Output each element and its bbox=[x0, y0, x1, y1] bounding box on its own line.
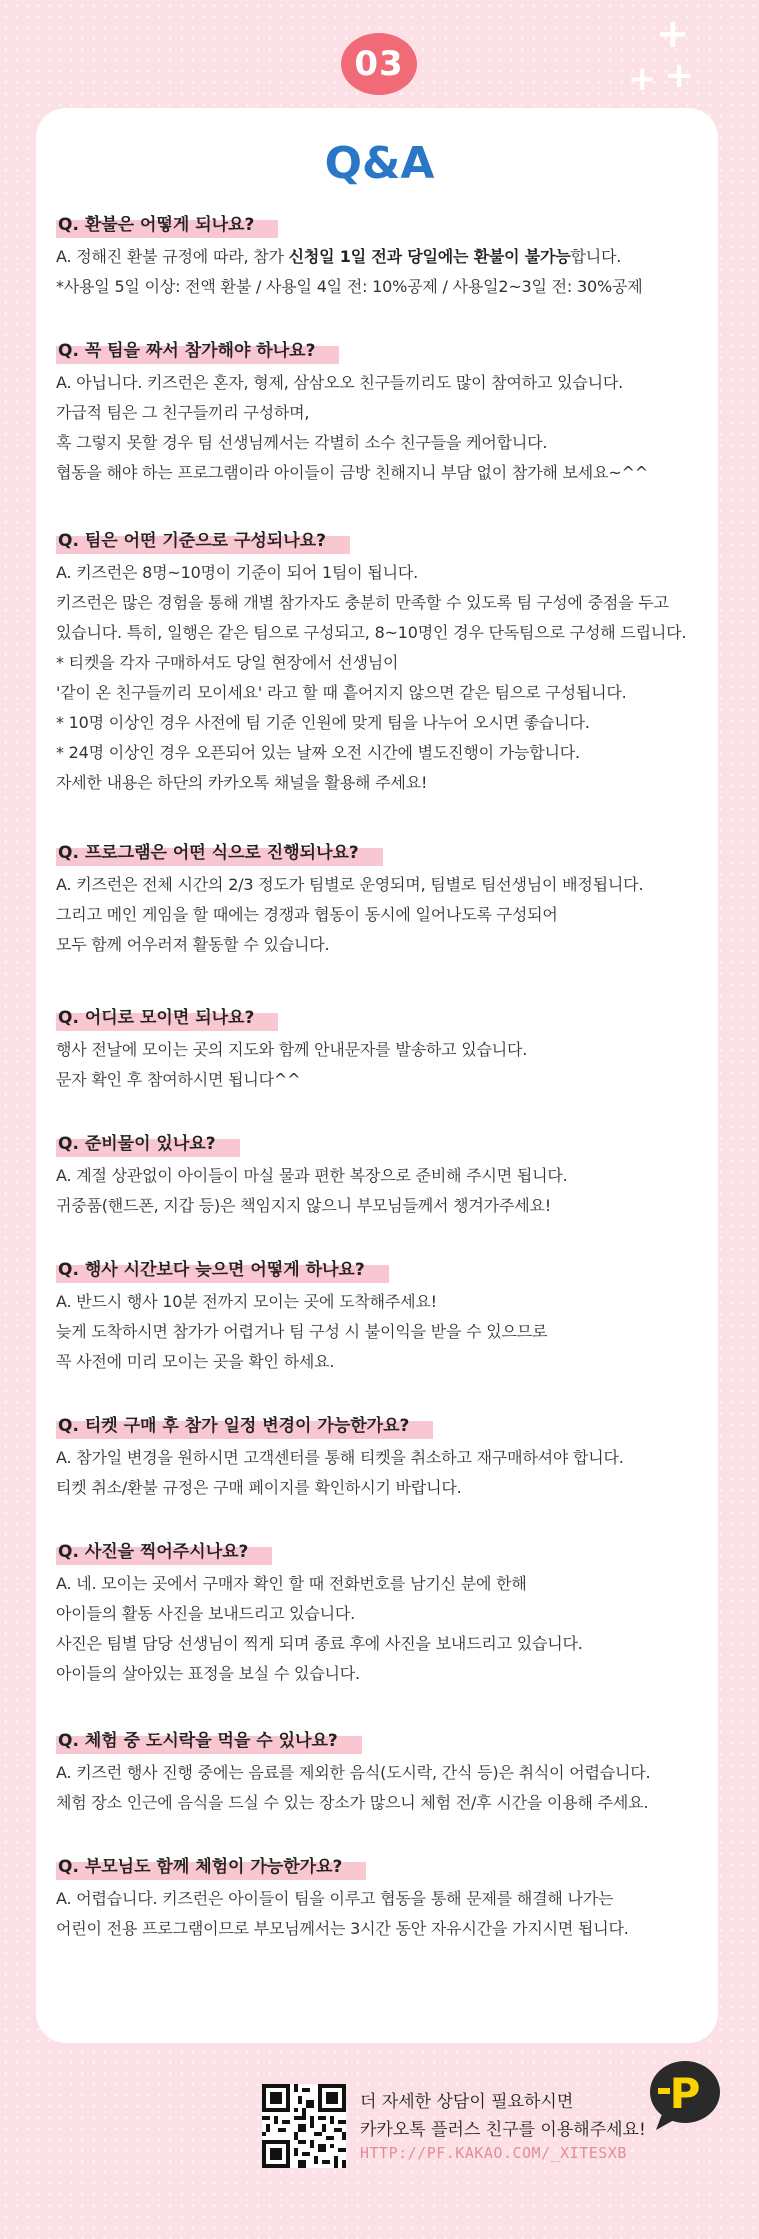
faq-answer-line bbox=[56, 1287, 706, 1317]
faq-item bbox=[56, 1131, 706, 1221]
faq-answer-line bbox=[56, 558, 706, 588]
faq-question: Q. 사진을 찍어주시나요? bbox=[56, 1539, 272, 1565]
faq-answer-line bbox=[56, 1758, 706, 1788]
faq-question: Q. 어디로 모이면 되나요? bbox=[56, 1005, 278, 1031]
footer-line-1: 더 자세한 상담이 필요하시면 bbox=[360, 2092, 574, 2112]
faq-item bbox=[56, 1413, 706, 1503]
faq-answer-line bbox=[56, 1347, 706, 1377]
answer-text: A. 아닙니다. 키즈런은 혼자, 형제, 삼삼오오 친구들끼리도 많이 참여하고 있습니다. bbox=[56, 373, 624, 392]
section-number-badge: 03 bbox=[341, 33, 417, 95]
answer-text: A. 반드시 행사 10분 전까지 모이는 곳에 도착해주세요! bbox=[56, 1292, 437, 1311]
svg-text:P: P bbox=[669, 2069, 701, 2118]
answer-text: 사진은 팀별 담당 선생님이 찍게 되며 종료 후에 사진을 보내드리고 있습니다. bbox=[56, 1634, 583, 1653]
faq-question: Q. 팀은 어떤 기준으로 구성되나요? bbox=[56, 528, 350, 554]
footer-message bbox=[360, 2088, 646, 2144]
sparkle-icon: + bbox=[628, 59, 657, 99]
faq-answer-line bbox=[56, 1473, 706, 1503]
faq-question: Q. 환불은 어떻게 되나요? bbox=[56, 212, 278, 238]
qr-code[interactable] bbox=[262, 2084, 346, 2168]
faq-answer-line bbox=[56, 870, 706, 900]
faq-answer-line bbox=[56, 1884, 706, 1914]
faq-question: Q. 행사 시간보다 늦으면 어떻게 하나요? bbox=[56, 1257, 389, 1283]
faq-item bbox=[56, 528, 706, 798]
faq-answer-line bbox=[56, 1317, 706, 1347]
answer-emphasis: 신청일 1일 전과 당일에는 환불이 불가능 bbox=[288, 247, 571, 266]
answer-text: 아이들의 활동 사진을 보내드리고 있습니다. bbox=[56, 1604, 356, 1623]
faq-item bbox=[56, 1257, 706, 1377]
answer-text: A. 어렵습니다. 키즈런은 아이들이 팀을 이루고 협동을 통해 문제를 해결해 나가는 bbox=[56, 1889, 614, 1908]
answer-text: A. 키즈런은 8명~10명이 기준이 되어 1팀이 됩니다. bbox=[56, 563, 419, 582]
answer-text: 자세한 내용은 하단의 카카오톡 채널을 활용해 주세요! bbox=[56, 773, 428, 792]
answer-text: 그리고 메인 게임을 할 때에는 경쟁과 협동이 동시에 일어나도록 구성되어 bbox=[56, 905, 558, 924]
faq-question: Q. 프로그램은 어떤 식으로 진행되나요? bbox=[56, 840, 383, 866]
faq-answer-line bbox=[56, 272, 706, 302]
faq-answer-line bbox=[56, 1629, 706, 1659]
faq-answer-line bbox=[56, 588, 706, 618]
faq-question: Q. 꼭 팀을 짜서 참가해야 하나요? bbox=[56, 338, 339, 364]
answer-text: 모두 함께 어우러져 활동할 수 있습니다. bbox=[56, 935, 330, 954]
faq-answer-line bbox=[56, 398, 706, 428]
answer-text: 가급적 팀은 그 친구들끼리 구성하며, bbox=[56, 403, 310, 422]
faq-item bbox=[56, 1728, 706, 1818]
answer-text: *사용일 5일 이상: 전액 환불 / 사용일 4일 전: 10%공제 / 사용일2~3일 전: 30%공제 bbox=[56, 277, 643, 296]
faq-item bbox=[56, 212, 706, 302]
answer-text: 혹 그렇지 못할 경우 팀 선생님께서는 각별히 소수 친구들을 케어합니다. bbox=[56, 433, 548, 452]
faq-answer-line bbox=[56, 1161, 706, 1191]
faq-answer-line bbox=[56, 678, 706, 708]
faq-question: Q. 부모님도 함께 체험이 가능한가요? bbox=[56, 1854, 366, 1880]
faq-answer-line bbox=[56, 1035, 706, 1065]
answer-text: A. 키즈런 행사 진행 중에는 음료를 제외한 음식(도시락, 간식 등)은 취식이 어렵습니다. bbox=[56, 1763, 651, 1782]
faq-answer-line bbox=[56, 1191, 706, 1221]
answer-text: A. 참가일 변경을 원하시면 고객센터를 통해 티켓을 취소하고 재구매하셔야 합니다. bbox=[56, 1448, 624, 1467]
page-title: Q&A bbox=[324, 138, 435, 189]
faq-question: Q. 준비물이 있나요? bbox=[56, 1131, 240, 1157]
faq-item bbox=[56, 1005, 706, 1095]
faq-item bbox=[56, 1539, 706, 1689]
faq-answer-line bbox=[56, 648, 706, 678]
faq-question: Q. 체험 중 도시락을 먹을 수 있나요? bbox=[56, 1728, 362, 1754]
answer-text: * 24명 이상인 경우 오픈되어 있는 날짜 오전 시간에 별도진행이 가능합니다. bbox=[56, 743, 580, 762]
faq-answer-line bbox=[56, 1788, 706, 1818]
faq-answer-line bbox=[56, 1569, 706, 1599]
faq-answer-line bbox=[56, 930, 706, 960]
qr-code-icon bbox=[262, 2084, 346, 2168]
answer-text: 문자 확인 후 참여하시면 됩니다^^ bbox=[56, 1070, 301, 1089]
faq-answer-line bbox=[56, 1065, 706, 1095]
answer-text: A. 키즈런은 전체 시간의 2/3 정도가 팀별로 운영되며, 팀별로 팀선생님이 배정됩니다. bbox=[56, 875, 644, 894]
answer-text: 행사 전날에 모이는 곳의 지도와 함께 안내문자를 발송하고 있습니다. bbox=[56, 1040, 528, 1059]
footer-line-2: 카카오톡 플러스 친구를 이용해주세요! bbox=[360, 2120, 646, 2140]
answer-text: 아이들의 살아있는 표정을 보실 수 있습니다. bbox=[56, 1664, 360, 1683]
sparkle-icon: + bbox=[664, 55, 695, 96]
answer-text: A. 네. 모이는 곳에서 구매자 확인 할 때 전화번호를 남기신 분에 한해 bbox=[56, 1574, 527, 1593]
kakao-channel-link[interactable]: HTTP://PF.KAKAO.COM/_XITESXB bbox=[360, 2144, 627, 2162]
faq-question: Q. 티켓 구매 후 참가 일정 변경이 가능한가요? bbox=[56, 1413, 433, 1439]
faq-item bbox=[56, 1854, 706, 1944]
answer-text: 있습니다. 특히, 일행은 같은 팀으로 구성되고, 8~10명인 경우 단독팀으로 구성해 드립니다. bbox=[56, 623, 687, 642]
answer-text: 합니다. bbox=[570, 247, 622, 266]
answer-text: 협동을 해야 하는 프로그램이라 아이들이 금방 친해지니 부담 없이 참가해 보세요~^^ bbox=[56, 463, 648, 482]
faq-item bbox=[56, 840, 706, 960]
answer-text: 늦게 도착하시면 참가가 어렵거나 팀 구성 시 불이익을 받을 수 있으므로 bbox=[56, 1322, 548, 1341]
answer-text: '같이 온 친구들끼리 모이세요' 라고 할 때 흩어지지 않으면 같은 팀으로 구성됩니다. bbox=[56, 683, 627, 702]
faq-item bbox=[56, 338, 706, 488]
kakao-plus-icon bbox=[648, 2058, 722, 2132]
faq-answer-line bbox=[56, 618, 706, 648]
answer-text: 키즈런은 많은 경험을 통해 개별 참가자도 충분히 만족할 수 있도록 팀 구성에 중점을 두고 bbox=[56, 593, 669, 612]
answer-text: 체험 장소 인근에 음식을 드실 수 있는 장소가 많으니 체험 전/후 시간을 이용해 주세요. bbox=[56, 1793, 649, 1812]
answer-text: A. 정해진 환불 규정에 따라, 참가 bbox=[56, 247, 289, 266]
answer-text: 꼭 사전에 미리 모이는 곳을 확인 하세요. bbox=[56, 1352, 335, 1371]
answer-text: A. 계절 상관없이 아이들이 마실 물과 편한 복장으로 준비해 주시면 됩니다. bbox=[56, 1166, 568, 1185]
faq-answer-line bbox=[56, 768, 706, 798]
kakao-plus-logo[interactable] bbox=[648, 2058, 722, 2132]
faq-answer-line bbox=[56, 242, 706, 272]
answer-text: 귀중품(핸드폰, 지갑 등)은 책임지지 않으니 부모님들께서 챙겨가주세요! bbox=[56, 1196, 551, 1215]
faq-answer-line bbox=[56, 458, 706, 488]
faq-answer-line bbox=[56, 738, 706, 768]
faq-answer-line bbox=[56, 900, 706, 930]
sparkle-icon: + bbox=[656, 11, 690, 57]
faq-answer-line bbox=[56, 1599, 706, 1629]
answer-text: 어린이 전용 프로그램이므로 부모님께서는 3시간 동안 자유시간을 가지시면 됩니다. bbox=[56, 1919, 629, 1938]
faq-answer-line bbox=[56, 1443, 706, 1473]
faq-answer-line bbox=[56, 368, 706, 398]
faq-answer-line bbox=[56, 708, 706, 738]
answer-text: * 티켓을 각자 구매하셔도 당일 현장에서 선생님이 bbox=[56, 653, 399, 672]
faq-answer-line bbox=[56, 1914, 706, 1944]
answer-text: 티켓 취소/환불 규정은 구매 페이지를 확인하시기 바랍니다. bbox=[56, 1478, 462, 1497]
faq-answer-line bbox=[56, 428, 706, 458]
faq-answer-line bbox=[56, 1659, 706, 1689]
answer-text: * 10명 이상인 경우 사전에 팀 기준 인원에 맞게 팀을 나누어 오시면 좋습니다. bbox=[56, 713, 590, 732]
